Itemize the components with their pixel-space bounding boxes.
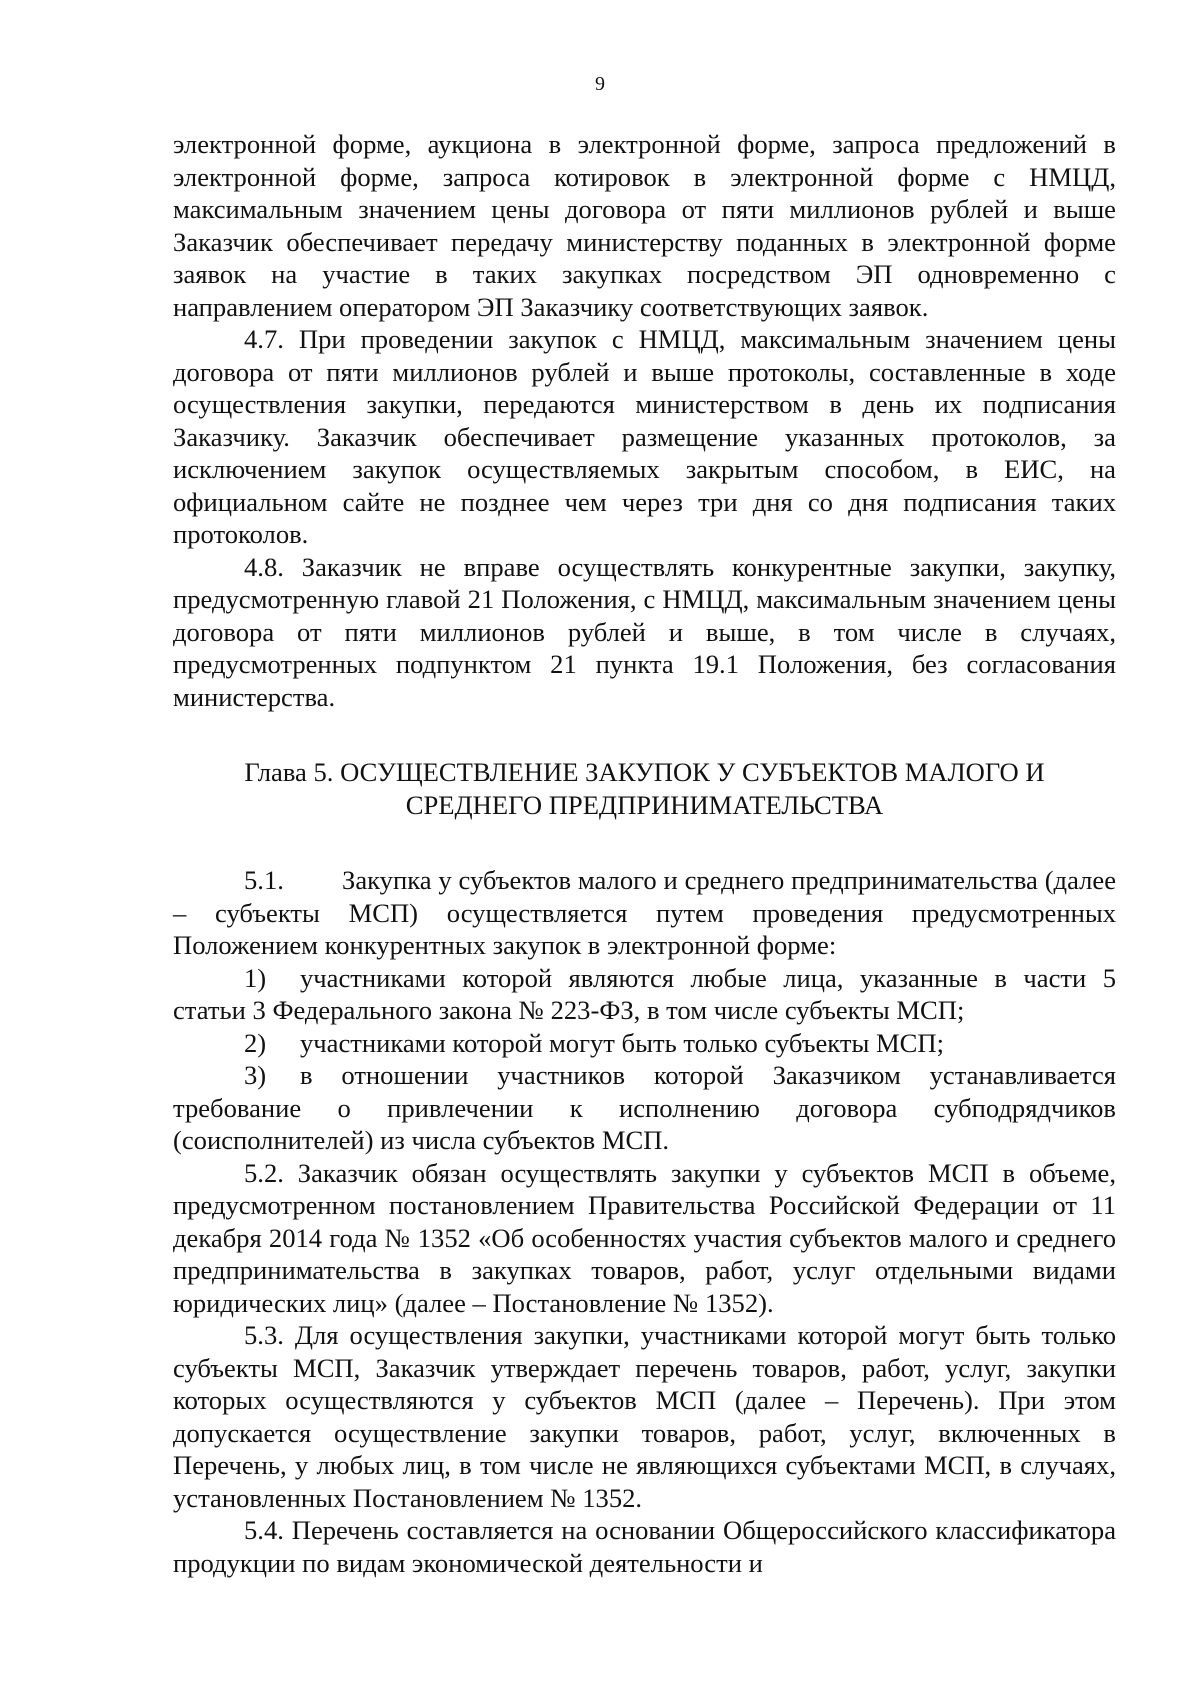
list-item-3-text: в отношении участников которой Заказчиком устанавливается требование о привлечении к исполнению договора субподрядчиков (соисполнителей) из числа субъектов МСП. xyxy=(173,1060,1116,1155)
paragraph-5-1-text: Закупка у субъектов малого и среднего предпринимательства (далее – субъекты МСП) осуществляется путем проведения предусмотренных Положением конкурентных закупок в электронной форме: xyxy=(173,865,1116,960)
paragraph-5-1 xyxy=(173,864,1116,962)
page-number: 9 xyxy=(595,73,605,95)
list-item-2-text: участниками которой могут быть только субъекты МСП; xyxy=(300,1027,944,1058)
paragraph-5-2: 5.2. Заказчик обязан осуществлять закупки у субъектов МСП в объеме, предусмотренном постановлением Правительства Российской Федерации от 11 декабря 2014 года № 1352 «Об особенностях участия субъектов малого и среднего предпринимательства в закупках товаров, работ, услуг отдельными видами юридических лиц» (далее – Постановление № 1352). xyxy=(173,1157,1116,1318)
chapter-title xyxy=(173,756,1116,821)
paragraph-5-3: 5.3. Для осуществления закупки, участниками которой могут быть только субъекты МСП, Заказчик утверждает перечень товаров, работ, услуг, закупки которых осуществляются у субъектов МСП (далее – Перечень). При этом допускается осуществление закупки товаров, работ, услуг, включенных в Перечень, у любых лиц, в том числе не являющихся субъектами МСП, в случаях, установленных Постановлением № 1352. xyxy=(173,1320,1116,1513)
paragraph-4-7: 4.7. При проведении закупок с НМЦД, максимальным значением цены договора от пяти миллионов рублей и выше протоколы, составленные в ходе осуществления закупки, передаются министерством в день их подписания Заказчику. Заказчик обеспечивает размещение указанных протоколов, за исключением закупок осуществляемых закрытым способом, в ЕИС, на официальном сайте не позднее чем через три дня со дня подписания таких протоколов. xyxy=(173,324,1116,549)
paragraph-5-4: 5.4. Перечень составляется на основании Общероссийского классификатора продукции по видам экономической деятельности и xyxy=(173,1515,1116,1578)
list-item-1-number: 1) xyxy=(244,962,267,993)
list-item-2-number: 2) xyxy=(244,1027,267,1058)
chapter-title-line-2: СРЕДНЕГО ПРЕДПРИНИМАТЕЛЬСТВА xyxy=(405,789,884,820)
paragraph-4-8: 4.8. Заказчик не вправе осуществлять конкурентные закупки, закупку, предусмотренную главой 21 Положения, с НМЦД, максимальным значением цены договора от пяти миллионов рублей и выше, в том числе в случаях, предусмотренных подпунктом 21 пункта 19.1 Положения, без согласования министерства. xyxy=(173,551,1116,712)
list-item-2 xyxy=(173,1027,1116,1060)
paragraph-5-1-number: 5.1. xyxy=(244,865,284,895)
list-item-1 xyxy=(173,962,1116,1027)
list-item-3-number: 3) xyxy=(244,1060,267,1090)
list-item-3 xyxy=(173,1059,1116,1157)
chapter-title-line-1: Глава 5. ОСУЩЕСТВЛЕНИЕ ЗАКУПОК У СУБЪЕКТОВ МАЛОГО И xyxy=(244,757,1045,787)
paragraph-continued: электронной форме, аукциона в электронной форме, запроса предложений в электронной форме, запроса котировок в электронной форме с НМЦД, максимальным значением цены договора от пяти миллионов рублей и выше Заказчик обеспечивает передачу министерству поданных в электронной форме заявок на участие в таких закупках посредством ЭП одновременно с направлением оператором ЭП Заказчику соответствующих заявок. xyxy=(173,129,1116,322)
document-body xyxy=(173,128,1116,1579)
list-item-1-text: участниками которой являются любые лица, указанные в части 5 статьи 3 Федерального закона № 223-ФЗ, в том числе субъекты МСП; xyxy=(173,962,1116,1025)
